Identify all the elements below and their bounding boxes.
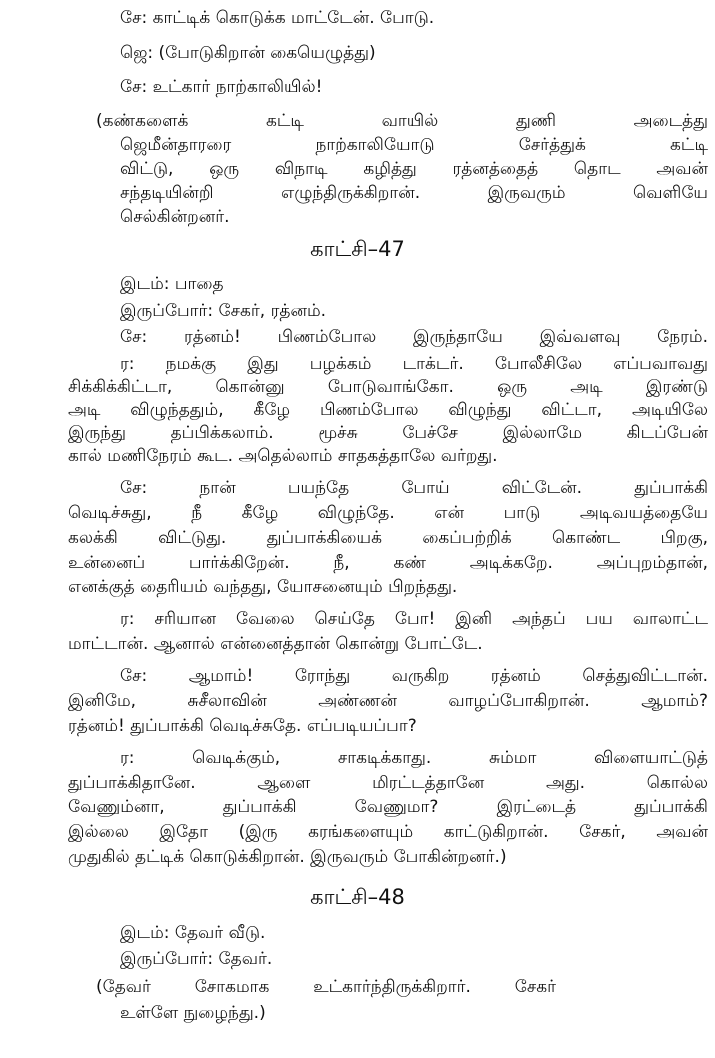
dialogue-line: எனக்குத் தைரியம் வந்தது, யோசனையும் பிறந்தது. — [68, 577, 458, 597]
scene-place: இடம்: பாதை — [120, 274, 224, 294]
scene-characters: இருப்போர்: சேகர், ரத்னம். — [120, 301, 327, 321]
dialogue-line: சே: ரத்னம்! பிணம்போல இருந்தாயே இவ்வளவு நேரம். — [120, 327, 708, 347]
scene-characters: இருப்போர்: தேவர். — [120, 949, 273, 969]
dialogue-line: கலக்கி விட்டுது. துப்பாக்கியைக் கைப்பற்றிக் கொண்ட பிறகு, — [68, 528, 708, 548]
dialogue-line: இனிமே, சுசீலாவின் அண்ணன் வாழப்போகிறான். ஆமாம்? — [68, 691, 708, 711]
dialogue-line: உன்னைப் பார்க்கிறேன். நீ, கண் அடிக்கறே. அப்புறம்தான், — [68, 553, 708, 573]
scene-heading: காட்சி–48 — [310, 885, 405, 909]
stage-direction-line: சந்தடியின்றி எழுந்திருக்கிறான். இருவரும் வெளியே — [120, 183, 708, 203]
scene-heading: காட்சி–47 — [310, 237, 405, 261]
dialogue-line: சிக்கிக்கிட்டா, கொன்னு போடுவாங்கோ. ஒரு அடி இரண்டு — [68, 377, 708, 397]
dialogue-line: சே: உட்கார் நாற்காலியில்! — [120, 77, 323, 97]
scene-place: இடம்: தேவர் வீடு. — [120, 923, 266, 943]
dialogue-line: ர: வெடிக்கும், சாகடிக்காது. சும்மா விளையாட்டுத் — [120, 748, 708, 768]
dialogue-line: சே: ஆமாம்! ரோந்து வருகிற ரத்னம் செத்துவிட்டான். — [120, 666, 708, 686]
dialogue-line: முதுகில் தட்டிக் கொடுக்கிறான். இருவரும் போகின்றனர்.) — [68, 847, 507, 867]
dialogue-line: ர: சரியான வேலை செய்தே போ! இனி அந்தப் பய வாலாட்ட — [120, 609, 708, 629]
stage-direction-line: செல்கின்றனர். — [120, 207, 230, 227]
stage-direction-line: (தேவர் சோகமாக உட்கார்ந்திருக்கிறார். சேகர் — [96, 977, 556, 997]
dialogue-line: ஜெ: (போடுகிறான் கையெழுத்து) — [120, 43, 376, 63]
dialogue-line: வேணும்னா, துப்பாக்கி வேணுமா? இரட்டைத் துப்பாக்கி — [68, 797, 708, 817]
stage-direction-line: விட்டு, ஒரு விநாடி கழித்து ரத்னத்தைத் தொட அவன் — [120, 159, 708, 179]
dialogue-line: கால் மணிநேரம் கூட. அதெல்லாம் சாதகத்தாலே வர்றது. — [68, 446, 498, 466]
dialogue-line: சே: காட்டிக் கொடுக்க மாட்டேன். போடு. — [120, 8, 435, 28]
dialogue-line: இல்லை இதோ (இரு கரங்களையும் காட்டுகிறான். சேகர், அவன் — [68, 822, 708, 842]
dialogue-line: ரத்னம்! துப்பாக்கி வெடிச்சுதே. எப்படியப்பா? — [68, 716, 417, 736]
dialogue-line: துப்பாக்கிதானே. ஆளை மிரட்டத்தானே அது. கொல்ல — [68, 773, 708, 793]
stage-direction-line: உள்ளே நுழைந்து.) — [120, 1003, 266, 1023]
dialogue-line: சே: நான் பயந்தே போய் விட்டேன். துப்பாக்கி — [120, 478, 708, 498]
dialogue-line: அடி விழுந்ததும், கீழே பிணம்போல விழுந்து விட்டா, அடியிலே — [68, 400, 708, 420]
dialogue-line: ர: நமக்கு இது பழக்கம் டாக்டர். போலீசிலே எப்பவாவது — [120, 354, 708, 374]
dialogue-line: இருந்து தப்பிக்கலாம். மூச்சு பேச்சே இல்லாமே கிடப்பேன் — [68, 423, 708, 443]
dialogue-line: வெடிச்சுது, நீ கீழே விழுந்தே. என் பாடு அடிவயத்தையே — [68, 503, 708, 523]
stage-direction-line: ஜெமீன்தாரரை நாற்காலியோடு சேர்த்துக் கட்டி — [120, 135, 708, 155]
stage-direction-line: (கண்களைக் கட்டி வாயில் துணி அடைத்து — [96, 111, 708, 131]
dialogue-line: மாட்டான். ஆனால் என்னைத்தான் கொன்று போட்டே. — [68, 634, 483, 654]
